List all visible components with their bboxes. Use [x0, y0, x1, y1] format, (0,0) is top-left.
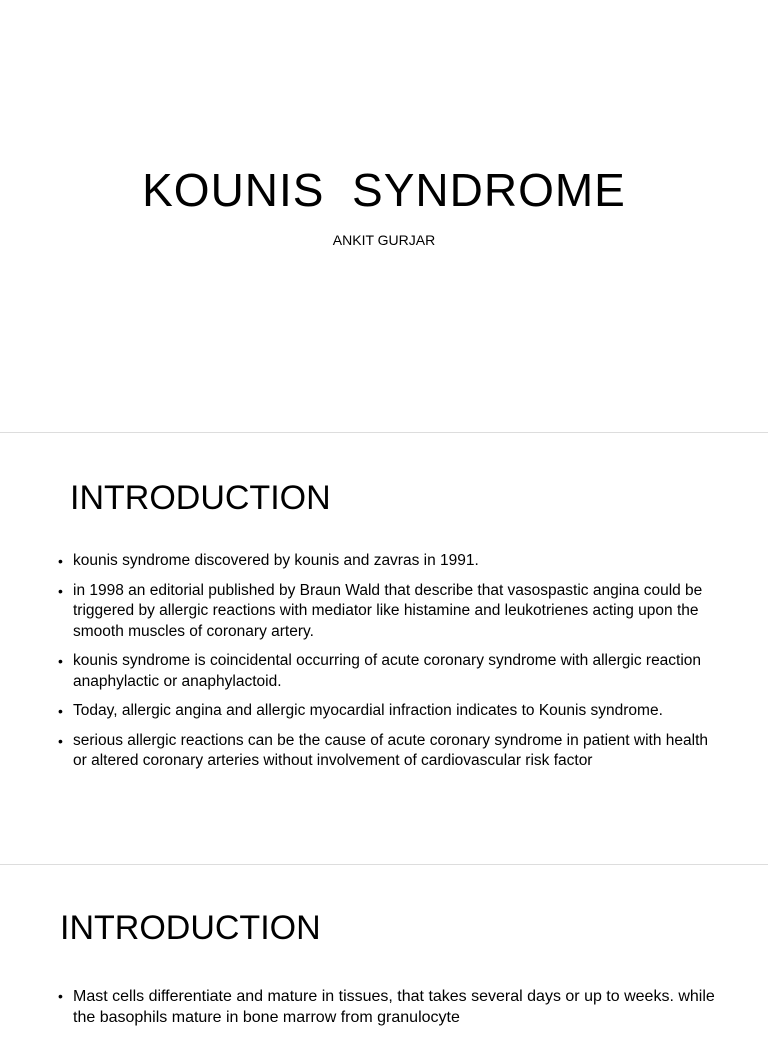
bullet-icon: •: [58, 582, 63, 599]
author-name: ANKIT GURJAR: [332, 232, 436, 248]
bullet-icon: •: [58, 703, 63, 719]
slide-title: KOUNIS SYNDROME: [142, 164, 626, 216]
bullet-icon: •: [58, 653, 63, 669]
bullet-text: kounis syndrome discovered by kounis and zavras in 1991.: [73, 552, 479, 569]
bullet-text: in 1998 an editorial published by Braun Wald that describe that vasospastic angina could be triggered by allergic reactions with mediator like histamine and leukotrienes acting upon the smooth muscles of coronary artery.: [73, 581, 703, 640]
bullet-text: Today, allergic angina and allergic myocardial infraction indicates to Kounis syndrome.: [73, 702, 663, 719]
bullet-text: kounis syndrome is coincidental occurring of acute coronary syndrome with allergic reaction anaphylactic or anaphylactoid.: [73, 652, 702, 690]
bullet-icon: •: [58, 988, 63, 1004]
list-item: [58, 986, 718, 1028]
bullet-icon: •: [58, 553, 63, 569]
slide-heading: INTRODUCTION: [70, 479, 331, 517]
bullet-list: [58, 551, 718, 781]
bullet-text: Mast cells differentiate and mature in tissues, that takes several days or up to weeks. while the basophils mature in bone marrow from granulocyte: [73, 988, 715, 1026]
list-item: [58, 651, 718, 692]
bullet-icon: •: [58, 732, 63, 749]
title-slide: [0, 0, 768, 432]
list-item: [58, 701, 718, 722]
slide-heading: INTRODUCTION: [60, 909, 321, 947]
list-item: [58, 731, 718, 772]
introduction-slide: [0, 432, 768, 865]
introduction-slide-2: [0, 864, 768, 1025]
bullet-list: [58, 986, 718, 1037]
bullet-text: serious allergic reactions can be the cause of acute coronary syndrome in patient with health or altered coronary arteries without involvement of cardiovascular risk factor: [73, 731, 708, 769]
list-item: [58, 581, 718, 643]
list-item: [58, 551, 718, 572]
